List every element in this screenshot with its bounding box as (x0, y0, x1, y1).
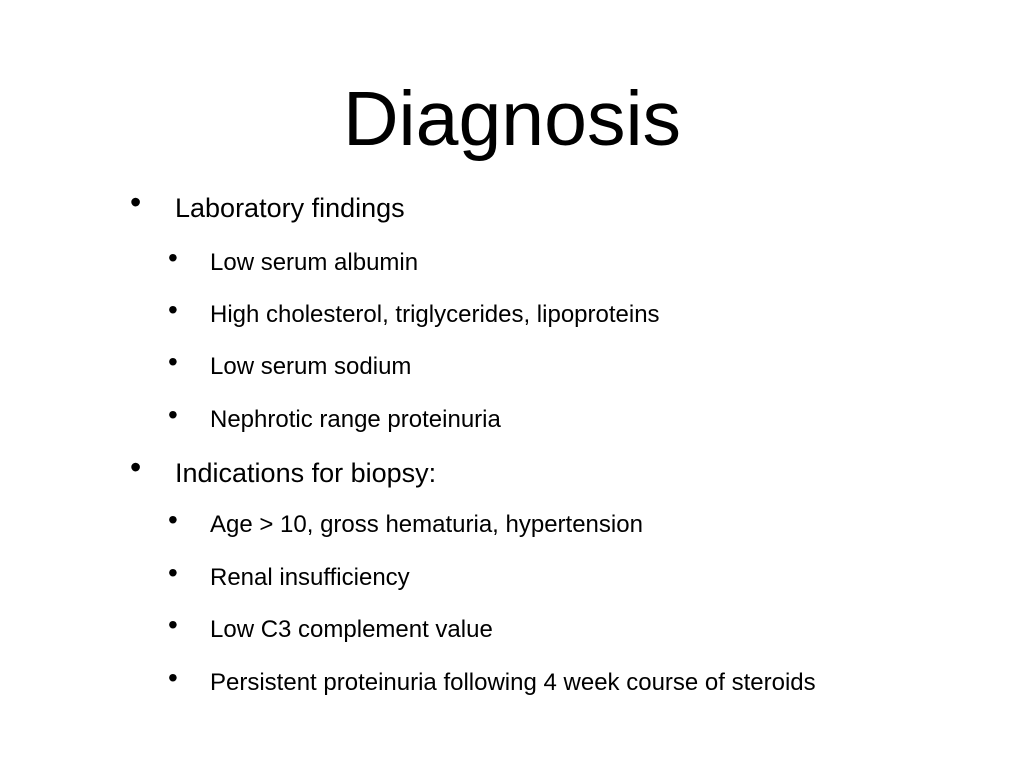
bullet-icon: • (168, 346, 178, 377)
sub-bullet-item (168, 662, 816, 697)
sub-bullet-label: Low serum albumin (210, 249, 419, 276)
slide-title: Diagnosis (342, 76, 682, 162)
bullet-icon: • (130, 184, 142, 220)
sub-bullet-label: Low C3 complement value (210, 616, 493, 643)
bullet-icon: • (168, 609, 178, 640)
sub-bullet-item (168, 399, 501, 434)
sub-bullet-label: Renal insufficiency (210, 564, 410, 591)
sub-bullet-item (168, 504, 643, 539)
sub-bullet-item (168, 294, 660, 329)
bullet-icon: • (168, 242, 178, 273)
bullet-icon: • (168, 399, 178, 430)
sub-bullet-label: Persistent proteinuria following 4 week course of steroids (210, 669, 816, 696)
sub-bullet-item (168, 346, 412, 381)
sub-bullet-item (168, 609, 493, 644)
bullet-icon: • (168, 504, 178, 535)
sub-bullet-label: High cholesterol, triglycerides, lipoproteins (210, 301, 660, 328)
bullet-heading-indications-for-biopsy (130, 449, 437, 489)
bullet-heading-label: Indications for biopsy: (175, 458, 437, 488)
bullet-icon: • (130, 449, 142, 485)
bullet-icon: • (168, 662, 178, 693)
sub-bullet-label: Low serum sodium (210, 353, 412, 380)
sub-bullet-item (168, 242, 419, 277)
bullet-icon: • (168, 557, 178, 588)
bullet-heading-laboratory-findings (130, 184, 405, 224)
sub-bullet-item (168, 557, 410, 592)
sub-bullet-label: Nephrotic range proteinuria (210, 406, 501, 433)
bullet-icon: • (168, 294, 178, 325)
bullet-heading-label: Laboratory findings (175, 193, 405, 223)
sub-bullet-label: Age > 10, gross hematuria, hypertension (210, 511, 643, 538)
